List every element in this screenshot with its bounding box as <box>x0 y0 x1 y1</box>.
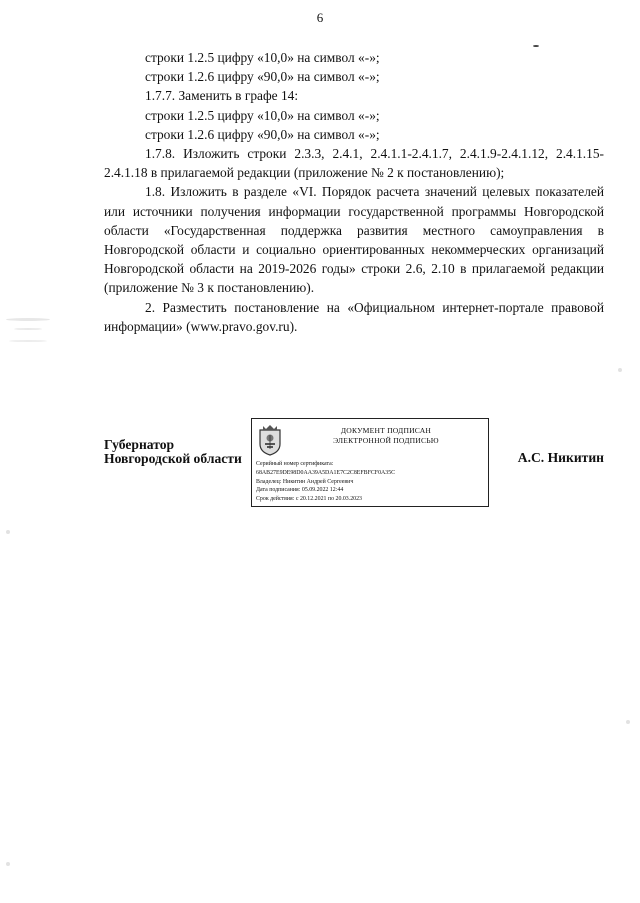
text-line: строки 1.2.6 цифру «90,0» на символ «-»; <box>145 126 380 142</box>
scan-mark <box>6 530 10 534</box>
stamp-details <box>256 460 486 504</box>
electronic-signature-stamp <box>251 418 489 507</box>
scan-mark <box>626 720 630 724</box>
text-line: 1.7.7. Заменить в графе 14: <box>145 88 299 104</box>
signatory-title-line-1: Губернатор <box>104 437 175 452</box>
signatory-title <box>104 438 242 466</box>
signatory-title-line-2: Новгородской области <box>104 451 242 466</box>
stamp-signed-date: Дата подписания: 05.09.2022 12:44 <box>256 487 344 494</box>
paragraph-1-7-8: 1.7.8. Изложить строки 2.3.3, 2.4.1, 2.4.1.1-2.4.1.7, 2.4.1.9-2.4.1.12, 2.4.1.15-2.4.1.18 в прилагаемой редакции (приложение № 2 к постановлению); <box>104 146 604 181</box>
text-line: строки 1.2.5 цифру «10,0» на символ «-»; <box>145 107 380 123</box>
scan-mark <box>533 45 539 47</box>
scan-mark <box>618 368 622 372</box>
stamp-owner: Владелец: Никитин Андрей Сергеевич <box>256 478 354 485</box>
text-line: строки 1.2.5 цифру «10,0» на символ «-»; <box>145 50 380 65</box>
coat-of-arms-icon <box>256 423 284 457</box>
scan-mark <box>6 862 10 866</box>
stamp-header-line-1: ДОКУМЕНТ ПОДПИСАН <box>340 426 432 435</box>
stamp-serial-label: Серийный номер сертификата: <box>256 461 334 467</box>
scan-mark <box>14 328 42 330</box>
document-body <box>104 48 604 336</box>
signature-block <box>104 418 604 510</box>
stamp-header-line-2: ЭЛЕКТРОННОЙ ПОДПИСЬЮ <box>333 435 439 445</box>
stamp-header <box>288 426 484 445</box>
stamp-serial-number: 68AB27E9DE98D0AA39A5DA1E7C2C8EFBFCF0A35C <box>256 469 396 476</box>
paragraph-1-8: 1.8. Изложить в разделе «VI. Порядок расчета значений целевых показателей или источники получения информации государственной программы Новгородской области «Государственная поддержка развития местного самоуправления в Новгородской области и социально ориентированных некоммерческих организаций Новгородской области на 2019-2026 годы» строки 2.6, 2.10 в прилагаемой редакции (приложение № 3 к постановлению). <box>104 184 604 296</box>
scan-mark <box>9 340 47 342</box>
stamp-validity: Срок действия: с 20.12.2021 по 20.03.2023 <box>256 496 363 503</box>
scan-mark <box>6 318 50 321</box>
paragraph-2: 2. Разместить постановление на «Официальном интернет-портале правовой информации» (www.pravo.gov.ru). <box>104 299 604 334</box>
page-number: 6 <box>316 10 324 25</box>
text-line: строки 1.2.6 цифру «90,0» на символ «-»; <box>145 69 380 85</box>
signatory-name: А.С. Никитин <box>517 450 604 465</box>
